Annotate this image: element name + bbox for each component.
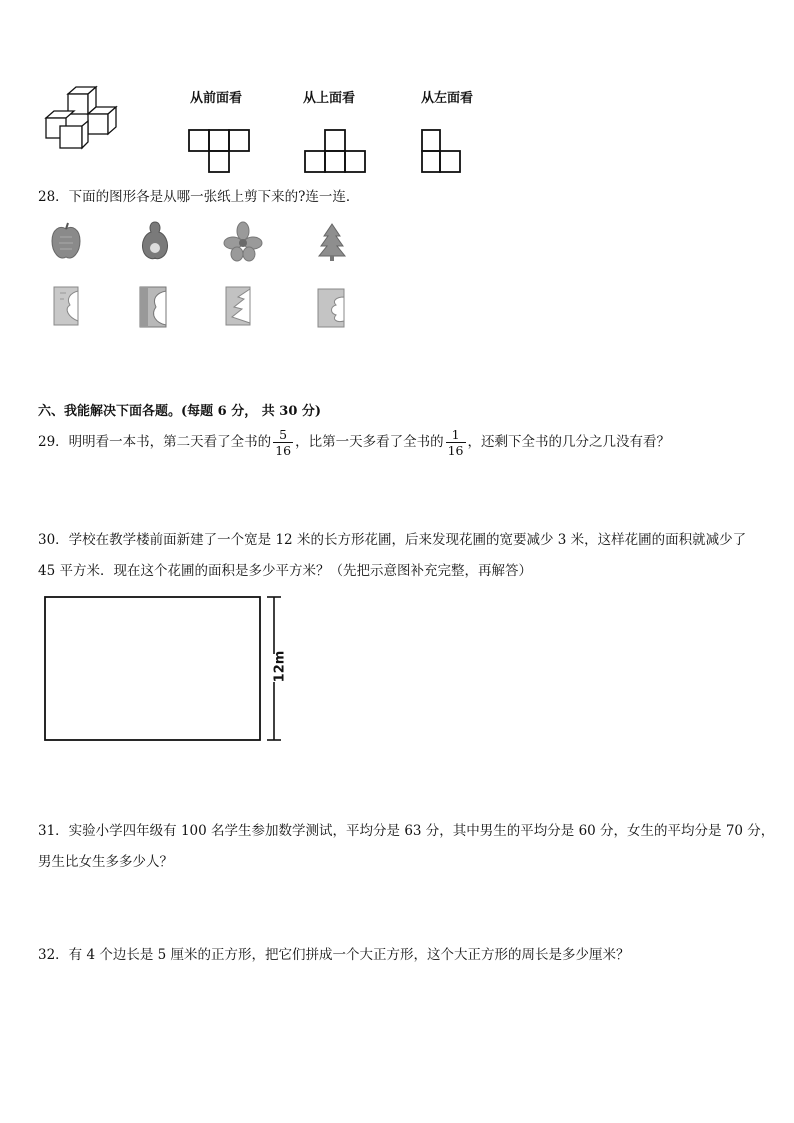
folded-paper-4 bbox=[316, 287, 346, 329]
question-29 bbox=[38, 423, 670, 461]
tree-shape bbox=[318, 222, 346, 262]
front-view-diagram bbox=[188, 128, 252, 174]
top-view-label: 从上面看 bbox=[303, 91, 356, 106]
fraction-denominator: 16 bbox=[275, 442, 292, 458]
question-30-line2: 45 平方米．现在这个花圃的面积是多少平方米？（先把示意图补充完整，再解答） bbox=[38, 563, 532, 579]
question-29-part3: ，还剩下全书的几分之几没有看？ bbox=[467, 434, 670, 450]
question-31-line1: 31．实验小学四年级有 100 名学生参加数学测试，平均分是 63 分，其中男生的平均分是 60 分，女生的平均分是 70 分， bbox=[38, 823, 775, 839]
question-31-line2: 男生比女生多多少人？ bbox=[38, 854, 173, 870]
question-29-part1: 29．明明看一本书，第二天看了全书的 bbox=[38, 434, 272, 450]
folded-paper-3 bbox=[224, 285, 252, 327]
left-view-diagram bbox=[420, 128, 466, 174]
fraction-numerator: 5 bbox=[273, 427, 293, 443]
left-view-label: 从左面看 bbox=[421, 91, 474, 106]
top-view-diagram bbox=[304, 128, 368, 174]
garden-rectangle-diagram bbox=[44, 596, 294, 746]
fraction-denominator: 16 bbox=[447, 442, 464, 458]
folded-paper-2 bbox=[138, 285, 168, 329]
question-28-text: 28．下面的图形各是从哪一张纸上剪下来的?连一连． bbox=[38, 189, 360, 205]
question-30-line1: 30．学校在教学楼前面新建了一个宽是 12 米的长方形花圃，后来发现花圃的宽要减少 3 米，这样花圃的面积就减少了 bbox=[38, 532, 747, 548]
apple-shape bbox=[50, 223, 82, 263]
flower-shape bbox=[224, 222, 262, 260]
fraction-5-16 bbox=[273, 427, 293, 458]
width-dimension-label: 12m bbox=[272, 650, 288, 683]
cube-solid-figure bbox=[40, 82, 130, 154]
folded-paper-1 bbox=[52, 285, 80, 327]
section-6-title: 六、我能解决下面各题。(每题 6 分， 共 30 分) bbox=[38, 404, 322, 419]
gourd-shape bbox=[139, 220, 171, 262]
question-32-text: 32．有 4 个边长是 5 厘米的正方形，把它们拼成一个大正方形，这个大正方形的周长是多少厘米？ bbox=[38, 947, 630, 963]
fraction-numerator: 1 bbox=[446, 427, 466, 443]
front-view-label: 从前面看 bbox=[190, 91, 243, 106]
question-29-part2: ，比第一天多看了全书的 bbox=[295, 434, 444, 450]
fraction-1-16 bbox=[446, 427, 466, 458]
